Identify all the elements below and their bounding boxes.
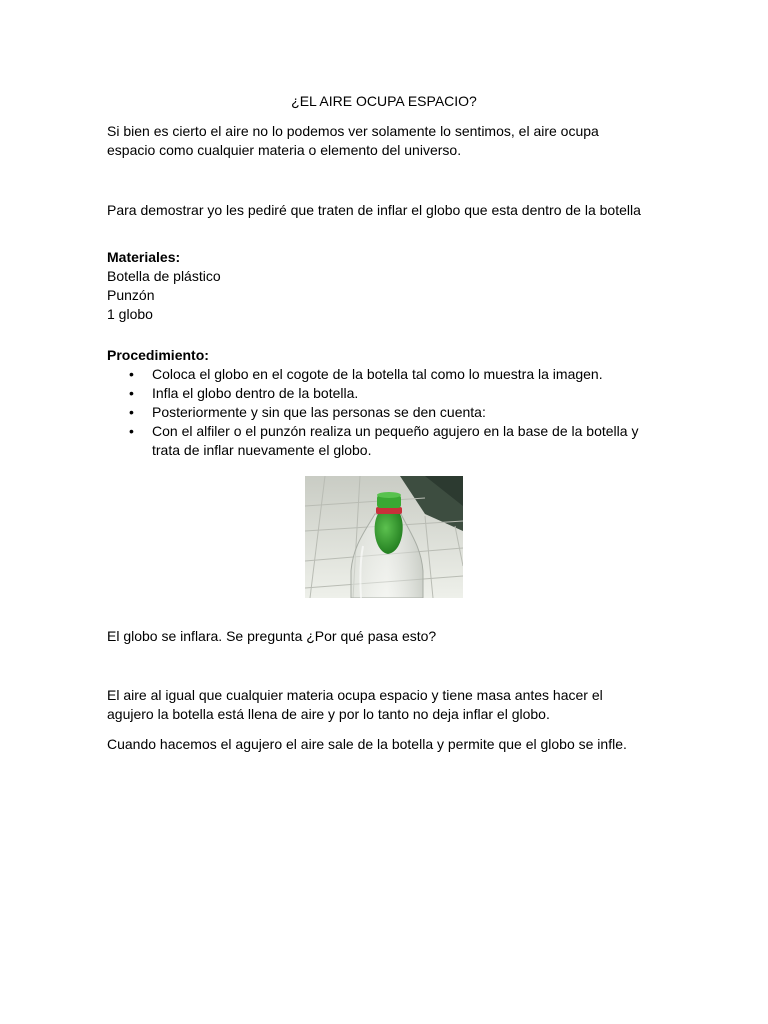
procedure-list bbox=[107, 365, 647, 460]
procedure-step bbox=[107, 384, 647, 403]
demo-paragraph: Para demostrar yo les pediré que traten de inflar el globo que esta dentro de la botella bbox=[107, 202, 641, 218]
explanation-paragraph-2: Cuando hacemos el agujero el aire sale de la botella y permite que el globo se infle. bbox=[107, 736, 627, 752]
result-paragraph: El globo se inflara. Se pregunta ¿Por qué pasa esto? bbox=[107, 628, 437, 644]
explanation-paragraph-1: El aire al igual que cualquier materia ocupa espacio y tiene masa antes hacer el agujero la botella está llena de aire y por lo tanto no deja inflar el globo. bbox=[107, 687, 603, 722]
procedure-step bbox=[107, 365, 647, 384]
bullet-icon: • bbox=[129, 423, 134, 439]
procedure-step-text: Infla el globo dentro de la botella. bbox=[152, 385, 359, 401]
material-item-awl: Punzón bbox=[107, 287, 155, 303]
materials-heading: Materiales: bbox=[107, 249, 181, 265]
material-item-balloon: 1 globo bbox=[107, 306, 153, 322]
procedure-step bbox=[107, 422, 647, 460]
procedure-step-text: Con el alfiler o el punzón realiza un pequeño agujero en la base de la botella y trata de inflar nuevamente el globo. bbox=[152, 423, 639, 458]
procedure-step-text: Coloca el globo en el cogote de la botella tal como lo muestra la imagen. bbox=[152, 366, 603, 382]
bottle-balloon-photo bbox=[305, 476, 463, 598]
procedure-heading: Procedimiento: bbox=[107, 347, 209, 363]
material-item-bottle: Botella de plástico bbox=[107, 268, 221, 284]
procedure-step-text: Posteriormente y sin que las personas se den cuenta: bbox=[152, 404, 486, 420]
bullet-icon: • bbox=[129, 366, 134, 382]
procedure-step bbox=[107, 403, 647, 422]
document-title: ¿EL AIRE OCUPA ESPACIO? bbox=[291, 93, 477, 109]
materials-list bbox=[107, 267, 221, 324]
bullet-icon: • bbox=[129, 385, 134, 401]
intro-paragraph: Si bien es cierto el aire no lo podemos ver solamente lo sentimos, el aire ocupa espacio como cualquier materia o elemento del universo. bbox=[107, 123, 599, 158]
bullet-icon: • bbox=[129, 404, 134, 420]
